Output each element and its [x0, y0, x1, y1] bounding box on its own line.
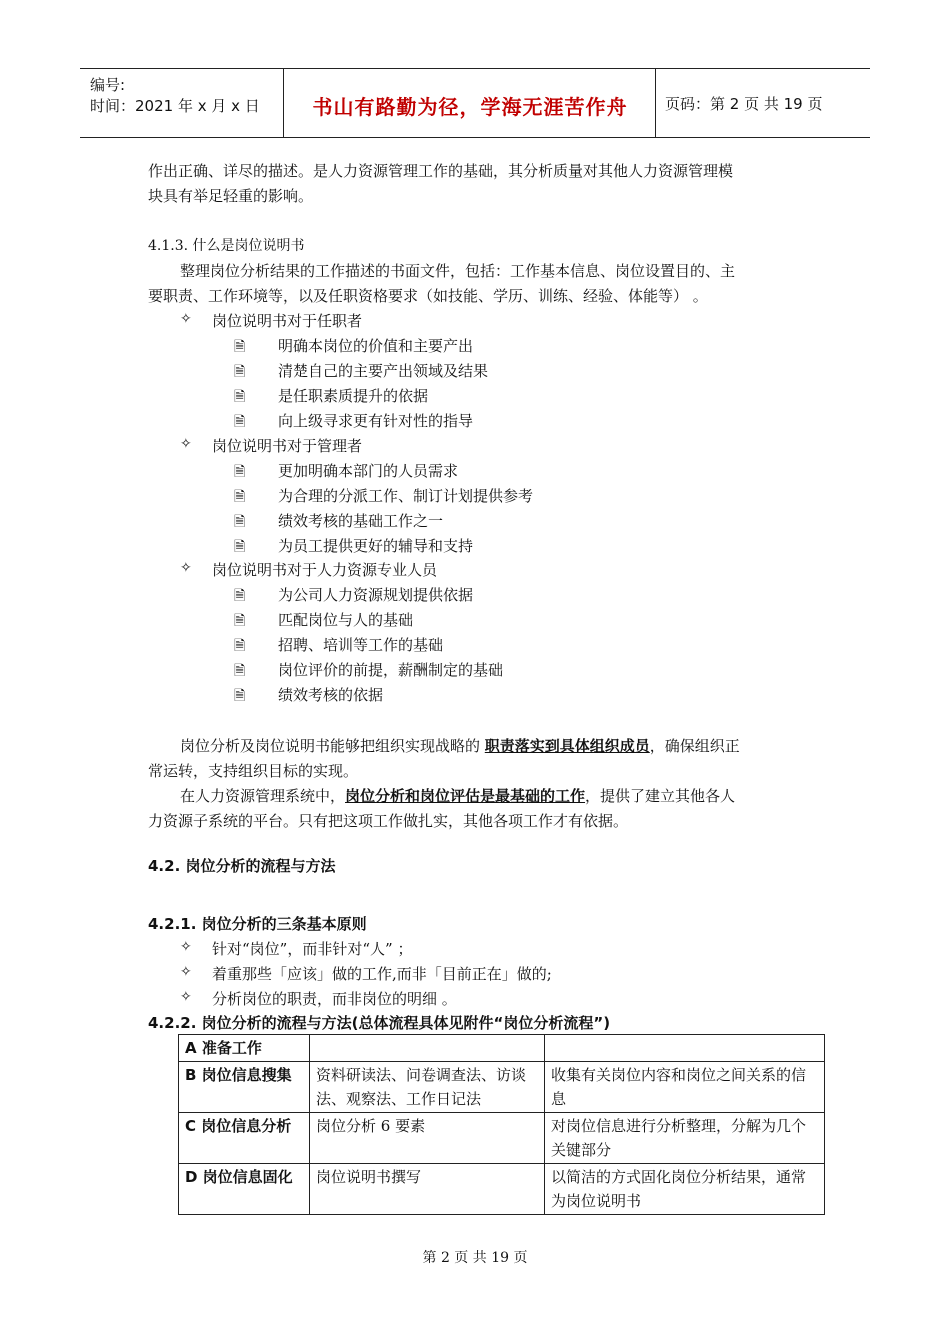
paragraph-text: ，提供了建立其他各人: [585, 787, 736, 805]
table-cell-method: [310, 1035, 545, 1062]
paragraph-line: 常运转，支持组织目标的实现。: [148, 762, 359, 780]
section-heading-4-1-3: 4.1.3. 什么是岗位说明书: [148, 238, 305, 254]
page-footer: 第 2 页 共 19 页: [422, 1250, 528, 1266]
page-header: [80, 68, 870, 138]
list-item: 分析岗位的职责，而非岗位的明细 。: [212, 990, 457, 1008]
list-item: 为员工提供更好的辅导和支持: [278, 537, 474, 555]
table-cell-method: 资料研读法、问卷调查法、访谈法、观察法、工作日记法: [310, 1062, 545, 1113]
list-item: 明确本岗位的价值和主要产出: [278, 337, 474, 355]
table-cell-desc: 收集有关岗位内容和岗位之间关系的信息: [545, 1062, 825, 1113]
diamond-bullet-icon: ✧: [180, 311, 192, 327]
document-bullet-icon: 🗎: [234, 539, 246, 555]
document-bullet-icon: 🗎: [234, 638, 246, 654]
list-item: 是任职素质提升的依据: [278, 387, 429, 405]
list-item: 匹配岗位与人的基础: [278, 611, 414, 629]
table-cell-desc: 对岗位信息进行分析整理，分解为几个关键部分: [545, 1113, 825, 1164]
document-bullet-icon: 🗎: [234, 389, 246, 405]
table-cell-method: 岗位分析 6 要素: [310, 1113, 545, 1164]
section-heading-4-2-1: 4.2.1. 岗位分析的三条基本原则: [148, 915, 367, 933]
document-bullet-icon: 🗎: [234, 613, 246, 629]
list-item: 向上级寻求更有针对性的指导: [278, 412, 474, 430]
table-cell-method: 岗位说明书撰写: [310, 1164, 545, 1215]
document-bullet-icon: 🗎: [234, 688, 246, 704]
paragraph-line: 力资源子系统的平台。只有把这项工作做扎实，其他各项工作才有依据。: [148, 812, 629, 830]
document-bullet-icon: 🗎: [234, 588, 246, 604]
document-bullet-icon: 🗎: [234, 339, 246, 355]
table-cell-step: D 岗位信息固化: [179, 1164, 310, 1215]
list-item: 为合理的分派工作、制订计划提供参考: [278, 487, 534, 505]
section-heading-4-2-2: 4.2.2. 岗位分析的流程与方法(总体流程具体见附件“岗位分析流程”): [148, 1014, 611, 1032]
section-desc: 整理岗位分析结果的工作描述的书面文件，包括：工作基本信息、岗位设置目的、主: [180, 262, 736, 280]
document-bullet-icon: 🗎: [234, 663, 246, 679]
table-cell-step: B 岗位信息搜集: [179, 1062, 310, 1113]
table-cell-desc: 以简洁的方式固化岗位分析结果，通常为岗位说明书: [545, 1164, 825, 1215]
header-page-number: 页码：第 2 页 共 19 页: [665, 95, 823, 113]
diamond-bullet-icon: ✧: [180, 964, 192, 980]
header-divider: [283, 69, 284, 137]
list-item: 招聘、培训等工作的基础: [278, 636, 444, 654]
header-motto: 书山有路勤为径，学海无涯苦作舟: [312, 95, 628, 119]
list-item: 为公司人力资源规划提供依据: [278, 586, 474, 604]
paragraph-text: ，确保组织正: [649, 737, 740, 755]
list-item: 绩效考核的基础工作之一: [278, 512, 444, 530]
list-item: 岗位评价的前提，薪酬制定的基础: [278, 661, 504, 679]
list-item: 清楚自己的主要产出领域及结果: [278, 362, 489, 380]
table-row: [179, 1113, 825, 1164]
intro-line: 作出正确、详尽的描述。是人力资源管理工作的基础，其分析质量对其他人力资源管理模: [148, 162, 734, 180]
date-label: 时间：2021 年 x 月 x 日: [90, 97, 260, 115]
section-desc: 要职责、工作环境等，以及任职资格要求（如技能、学历、训练、经验、体能等） 。: [148, 287, 708, 305]
section-heading-4-2: 4.2. 岗位分析的流程与方法: [148, 857, 336, 875]
number-label: 编号:: [90, 76, 126, 94]
list-item: 绩效考核的依据: [278, 686, 384, 704]
process-table: [178, 1034, 825, 1215]
table-row: [179, 1164, 825, 1215]
diamond-bullet-icon: ✧: [180, 560, 192, 576]
group-title: 岗位说明书对于任职者: [212, 312, 363, 330]
header-meta: [90, 75, 260, 117]
table-cell-desc: [545, 1035, 825, 1062]
document-bullet-icon: 🗎: [234, 414, 246, 430]
paragraph-text: 岗位分析及岗位说明书能够把组织实现战略的: [180, 737, 485, 755]
table-row: [179, 1062, 825, 1113]
table-cell-step: C 岗位信息分析: [179, 1113, 310, 1164]
paragraph-text: 在人力资源管理系统中，: [180, 787, 346, 805]
group-title: 岗位说明书对于人力资源专业人员: [212, 561, 438, 579]
document-bullet-icon: 🗎: [234, 514, 246, 530]
header-divider: [655, 69, 656, 137]
intro-line: 块具有举足轻重的影响。: [148, 187, 314, 205]
diamond-bullet-icon: ✧: [180, 436, 192, 452]
diamond-bullet-icon: ✧: [180, 939, 192, 955]
list-item: 针对“岗位”，而非针对“人” ；: [212, 940, 413, 958]
table-cell-step: A 准备工作: [179, 1035, 310, 1062]
emphasis-text: 岗位分析和岗位评估是最基础的工作: [345, 787, 586, 805]
document-bullet-icon: 🗎: [234, 364, 246, 380]
document-bullet-icon: 🗎: [234, 464, 246, 480]
list-item: 着重那些「应该」做的工作,而非「目前正在」做的;: [212, 965, 552, 983]
document-bullet-icon: 🗎: [234, 489, 246, 505]
table-row: [179, 1035, 825, 1062]
paragraph-line: [180, 786, 735, 806]
list-item: 更加明确本部门的人员需求: [278, 462, 459, 480]
diamond-bullet-icon: ✧: [180, 989, 192, 1005]
emphasis-text: 职责落实到具体组织成员: [484, 737, 650, 755]
paragraph-line: [180, 736, 740, 756]
group-title: 岗位说明书对于管理者: [212, 437, 363, 455]
